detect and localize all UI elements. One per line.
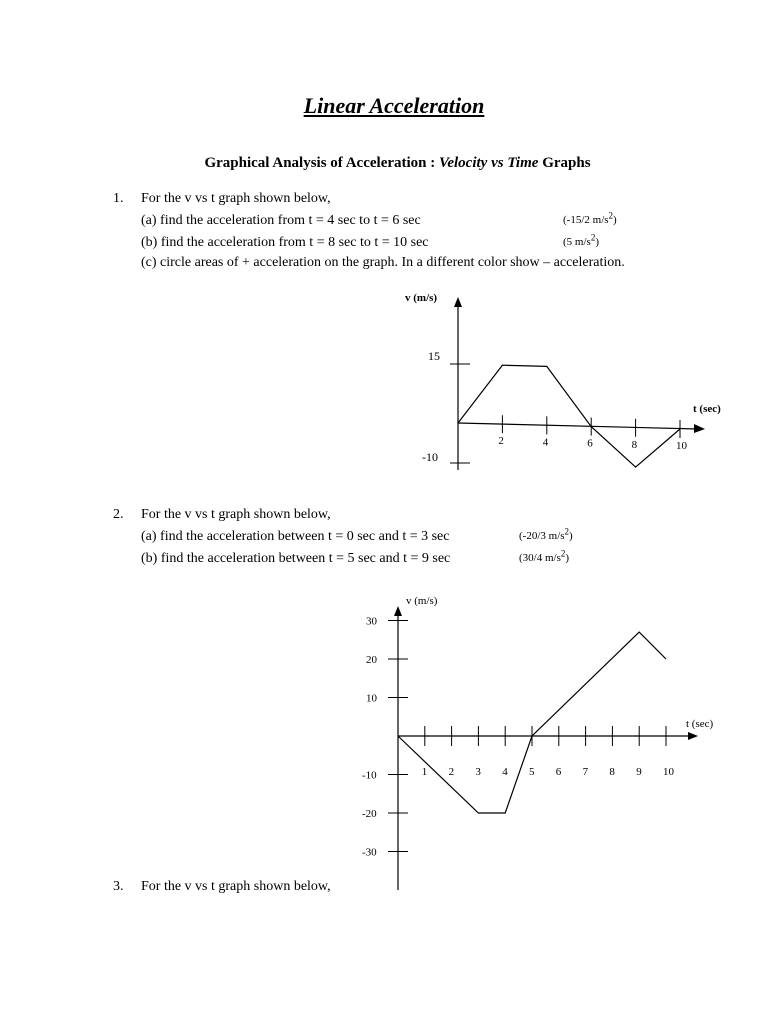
graph-1-x-arrow	[694, 424, 705, 433]
graph-2-xlabel: t (sec)	[686, 718, 714, 730]
answer-text: (-15/2 m/s	[563, 214, 609, 226]
graph-1-series-line	[458, 365, 680, 467]
graph-2-xtick-label: 5	[529, 766, 535, 778]
graph-1-group	[405, 292, 721, 470]
subtitle-suffix: Graphs	[538, 155, 591, 171]
answer-close: )	[569, 530, 573, 542]
graph-2-y-arrow	[394, 606, 402, 616]
graph-1-xtick-label: 8	[631, 438, 638, 451]
answer-close: )	[613, 214, 617, 226]
graph-2-series-line	[398, 632, 666, 813]
graph-2-ytick-label: 20	[366, 654, 377, 666]
answer-close: )	[595, 236, 599, 248]
graph-2-ytick-label: -10	[362, 769, 377, 782]
graph-2-x-ticks	[422, 726, 675, 778]
graph-2-xtick-label: 6	[555, 766, 562, 778]
question-1-part-b: (b) find the acceleration from t = 8 sec to t = 10 sec	[141, 235, 429, 250]
graph-2-ytick-label: -20	[362, 808, 377, 820]
graph-1-xtick-label: 10	[676, 440, 687, 452]
graph-2-group	[362, 595, 714, 890]
graph-1-y-arrow	[454, 297, 462, 307]
graph-1-xtick-label: 2	[498, 435, 504, 448]
graph-1-ylabel-neg10: -10	[422, 450, 438, 464]
graph-2-x-arrow	[688, 732, 698, 740]
question-2-number: 2.	[113, 507, 124, 522]
graph-2-xtick-label: 4	[502, 766, 508, 778]
answer-exponent: 2	[608, 210, 614, 221]
question-1-part-a: (a) find the acceleration from t = 4 sec to t = 6 sec	[141, 213, 421, 228]
graph-2-xtick-label: 2	[448, 766, 455, 778]
graph-1-xtick-label: 4	[542, 436, 549, 449]
graph-2-xtick-label: 1	[421, 766, 428, 778]
question-3-number: 3.	[113, 879, 124, 894]
question-1-number: 1.	[113, 191, 124, 206]
graph-2-xtick-label: 7	[582, 766, 589, 778]
graph-1-ylabel-15: 15	[428, 349, 440, 363]
graph-2-ylabel: v (m/s)	[406, 595, 438, 607]
graph-2-xtick-label: 9	[636, 766, 642, 778]
answer-text: (30/4 m/s	[519, 552, 561, 564]
question-2-part-b: (b) find the acceleration between t = 5 sec and t = 9 sec	[141, 551, 451, 566]
graph-1-xlabel: t (sec)	[693, 403, 721, 415]
question-2-part-a: (a) find the acceleration between t = 0 sec and t = 3 sec	[141, 529, 450, 544]
question-1-intro: For the v vs t graph shown below,	[141, 191, 331, 206]
graph-2-xtick-label: 8	[609, 766, 615, 778]
subtitle-prefix: Graphical Analysis of Acceleration :	[204, 155, 440, 171]
graph-2-ytick-label: 10	[366, 692, 377, 705]
answer-exponent: 2	[590, 232, 596, 243]
graph-2-ytick-label: 30	[366, 615, 377, 628]
answer-text: (-20/3 m/s	[519, 530, 565, 542]
answer-text: (5 m/s	[563, 236, 591, 248]
question-2-answer-b	[519, 548, 570, 564]
graph-1-x-axis	[458, 423, 698, 429]
answer-exponent: 2	[560, 548, 566, 559]
graph-2-y-ticks	[362, 616, 408, 859]
question-1-part-c: (c) circle areas of + acceleration on the graph. In a different color show – acceleration.	[141, 255, 625, 270]
subtitle-italic: Velocity vs Time	[439, 155, 539, 171]
page-title: Linear Acceleration	[303, 93, 485, 118]
question-2-answer-a	[519, 526, 573, 542]
graph-2-ytick-label: -30	[362, 846, 377, 859]
answer-close: )	[565, 552, 570, 564]
graph-2-xtick-label: 3	[475, 766, 481, 778]
graph-2-xtick-label: 10	[663, 766, 674, 778]
question-3-intro: For the v vs t graph shown below,	[141, 879, 331, 894]
question-2-intro: For the v vs t graph shown below,	[141, 507, 331, 522]
answer-exponent: 2	[564, 526, 570, 537]
graph-1-ylabel: v (m/s)	[405, 292, 438, 304]
graph-1-xtick-label: 6	[587, 437, 593, 450]
